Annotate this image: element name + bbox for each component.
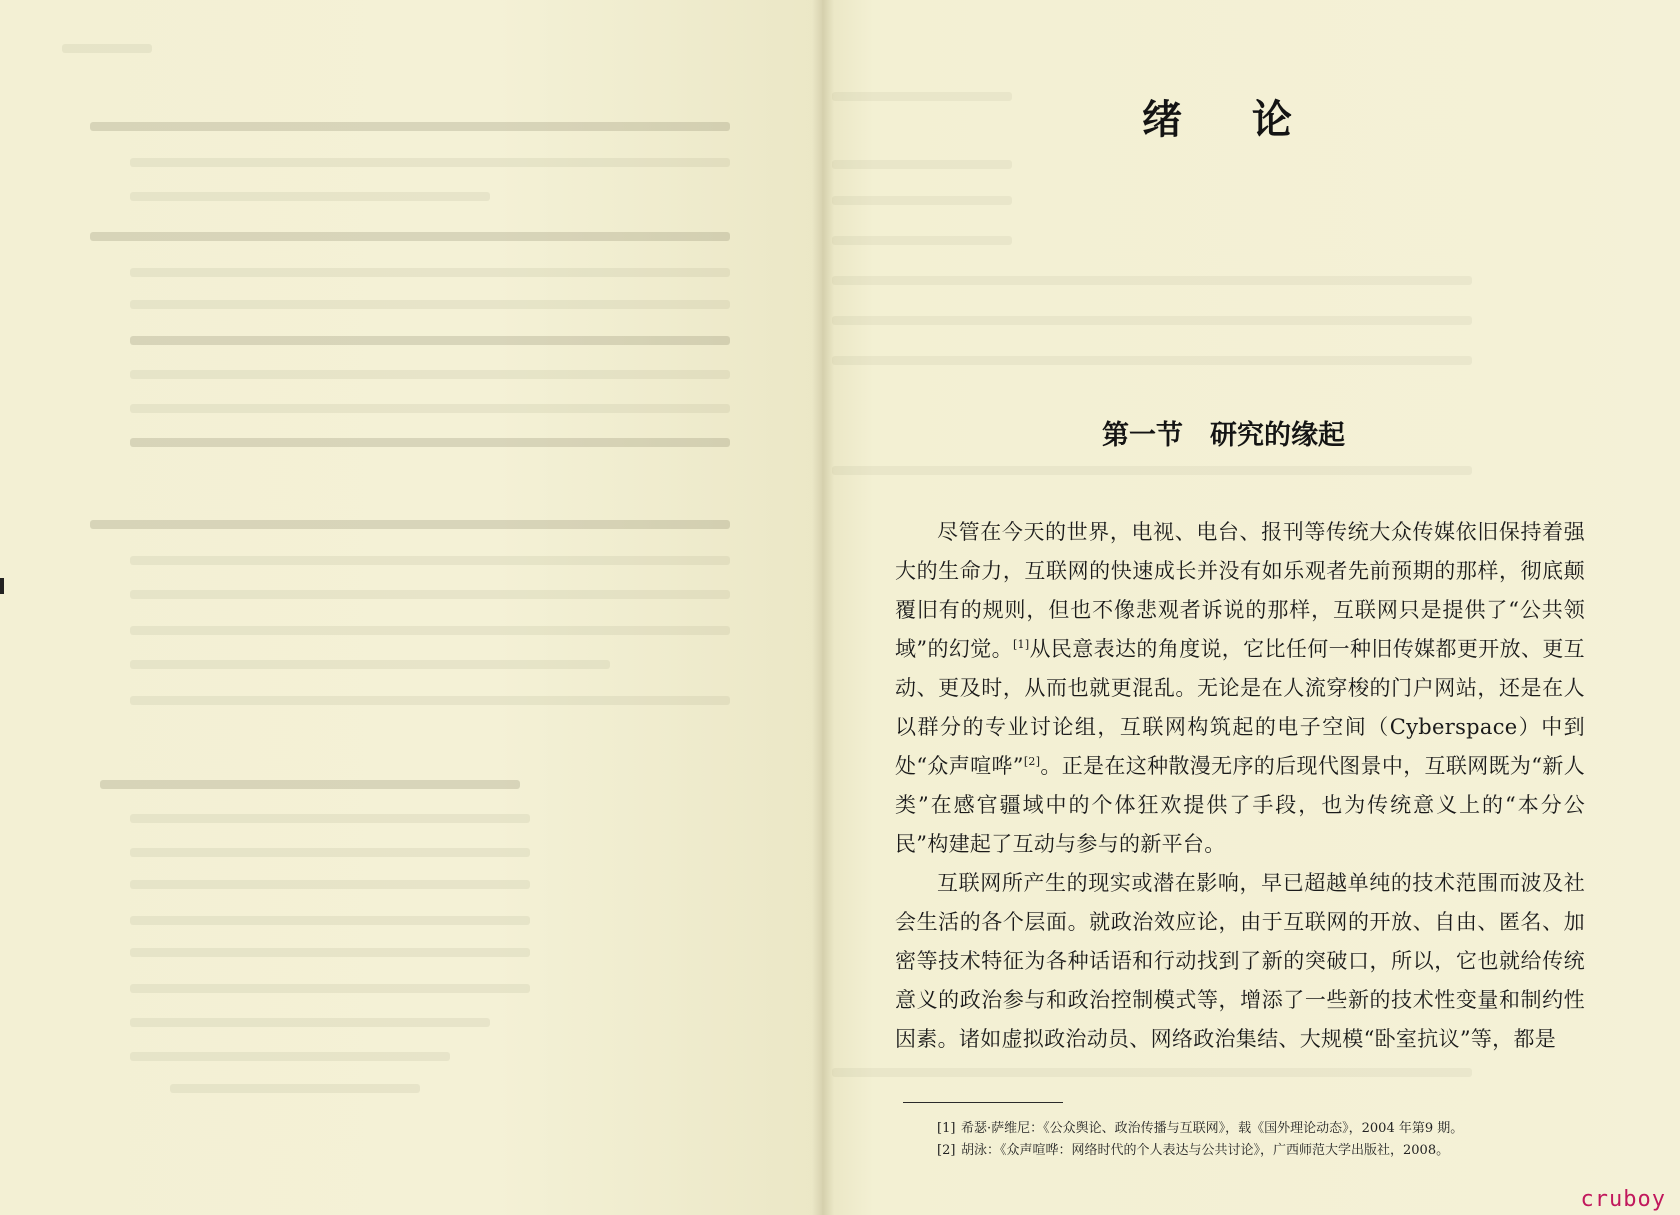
bleed-through-line	[832, 92, 1012, 101]
footnote-marker: [1]	[1012, 638, 1030, 651]
bleed-through-line	[130, 814, 530, 823]
bleed-through-line	[130, 556, 730, 565]
bleed-through-line	[100, 780, 520, 789]
bleed-through-line	[832, 236, 1012, 245]
bleed-through-line	[130, 916, 530, 925]
bleed-through-line	[832, 160, 1012, 169]
bleed-through-line	[170, 1084, 420, 1093]
page-edge-mark	[0, 578, 4, 594]
bleed-through-line	[130, 696, 730, 705]
watermark: cruboy	[1580, 1187, 1666, 1212]
bleed-through-line	[130, 984, 530, 993]
paragraph-text: 尽管在今天的世界，电视、电台、报刊等传统大众传媒依旧保持着强大的生命力，互联网的快速成长并没有如乐观者先前预期的那样，彻底颠覆旧有的规则，但也不像悲观者诉说的那样，互联网只是提供了“公共领域”的幻觉。	[895, 520, 1585, 661]
bleed-through-line	[130, 948, 530, 957]
footnote-item	[937, 1140, 1463, 1162]
footnote-number: [2]	[937, 1143, 956, 1158]
bleed-through-line	[832, 276, 1472, 285]
footnote-item	[937, 1118, 1463, 1140]
footnote-divider	[903, 1102, 1063, 1103]
bleed-through-line	[832, 356, 1472, 365]
footnotes	[937, 1118, 1463, 1162]
body-text	[895, 513, 1585, 1059]
bleed-through-line	[130, 660, 610, 669]
book-gutter	[812, 0, 834, 1215]
bleed-through-line	[130, 1018, 490, 1027]
bleed-through-line	[130, 438, 730, 447]
bleed-through-line	[130, 1052, 450, 1061]
bleed-through-line	[832, 316, 1472, 325]
bleed-through-line	[130, 880, 530, 889]
bleed-through-line	[130, 370, 730, 379]
bleed-through-line	[130, 848, 530, 857]
bleed-through-line	[832, 466, 1472, 475]
bleed-through-line	[90, 232, 730, 241]
footnote-text: 希瑟·萨维尼：《公众舆论、政治传播与互联网》，载《国外理论动态》，2004 年第9 期。	[961, 1121, 1464, 1136]
bleed-through-line	[130, 626, 730, 635]
paragraph: 互联网所产生的现实或潜在影响，早已超越单纯的技术范围而波及社会生活的各个层面。就政治效应论，由于互联网的开放、自由、匿名、加密等技术特征为各种话语和行动找到了新的突破口，所以，它也就给传统意义的政治参与和政治控制模式等，增添了一些新的技术性变量和制约性因素。诸如虚拟政治动员、网络政治集结、大规模“卧室抗议”等，都是	[895, 871, 1585, 1051]
paragraph	[895, 513, 1585, 864]
section-heading: 第一节 研究的缘起	[1102, 420, 1345, 451]
bleed-through-line	[130, 300, 730, 309]
footnote-text: 胡泳：《众声喧哗：网络时代的个人表达与公共讨论》，广西师范大学出版社，2008。	[961, 1143, 1450, 1158]
bleed-through-line	[130, 192, 490, 201]
bleed-through-line	[62, 44, 152, 53]
footnote-number: [1]	[937, 1121, 956, 1136]
bleed-through-line	[130, 404, 730, 413]
left-page	[0, 0, 822, 1215]
bleed-through-line	[130, 158, 730, 167]
bleed-through-line	[832, 1068, 1472, 1077]
bleed-through-line	[832, 196, 1012, 205]
footnote-marker: [2]	[1023, 755, 1041, 768]
bleed-through-line	[130, 590, 730, 599]
paragraph-text: 。正是在这种散漫无序的后现代图景中，互联网既为“新人类”在感官疆域中的个体狂欢提供了手段，也为传统意义上的“本分公民”构建起了互动与参与的新平台。	[895, 754, 1585, 856]
bleed-through-line	[130, 268, 730, 277]
chapter-title: 绪 论	[1142, 96, 1320, 143]
bleed-through-line	[130, 336, 730, 345]
bleed-through-line	[90, 122, 730, 131]
bleed-through-line	[90, 520, 730, 529]
paragraph-text: 从民意表达的角度说，它比任何一种旧传媒都更开放、更互动、更及时，从而也就更混乱。无论是在人流穿梭的门户网站，还是在人以群分的专业讨论组，互联网构筑起的电子空间（Cyberspace）中到处“众声喧哗”	[895, 637, 1585, 778]
